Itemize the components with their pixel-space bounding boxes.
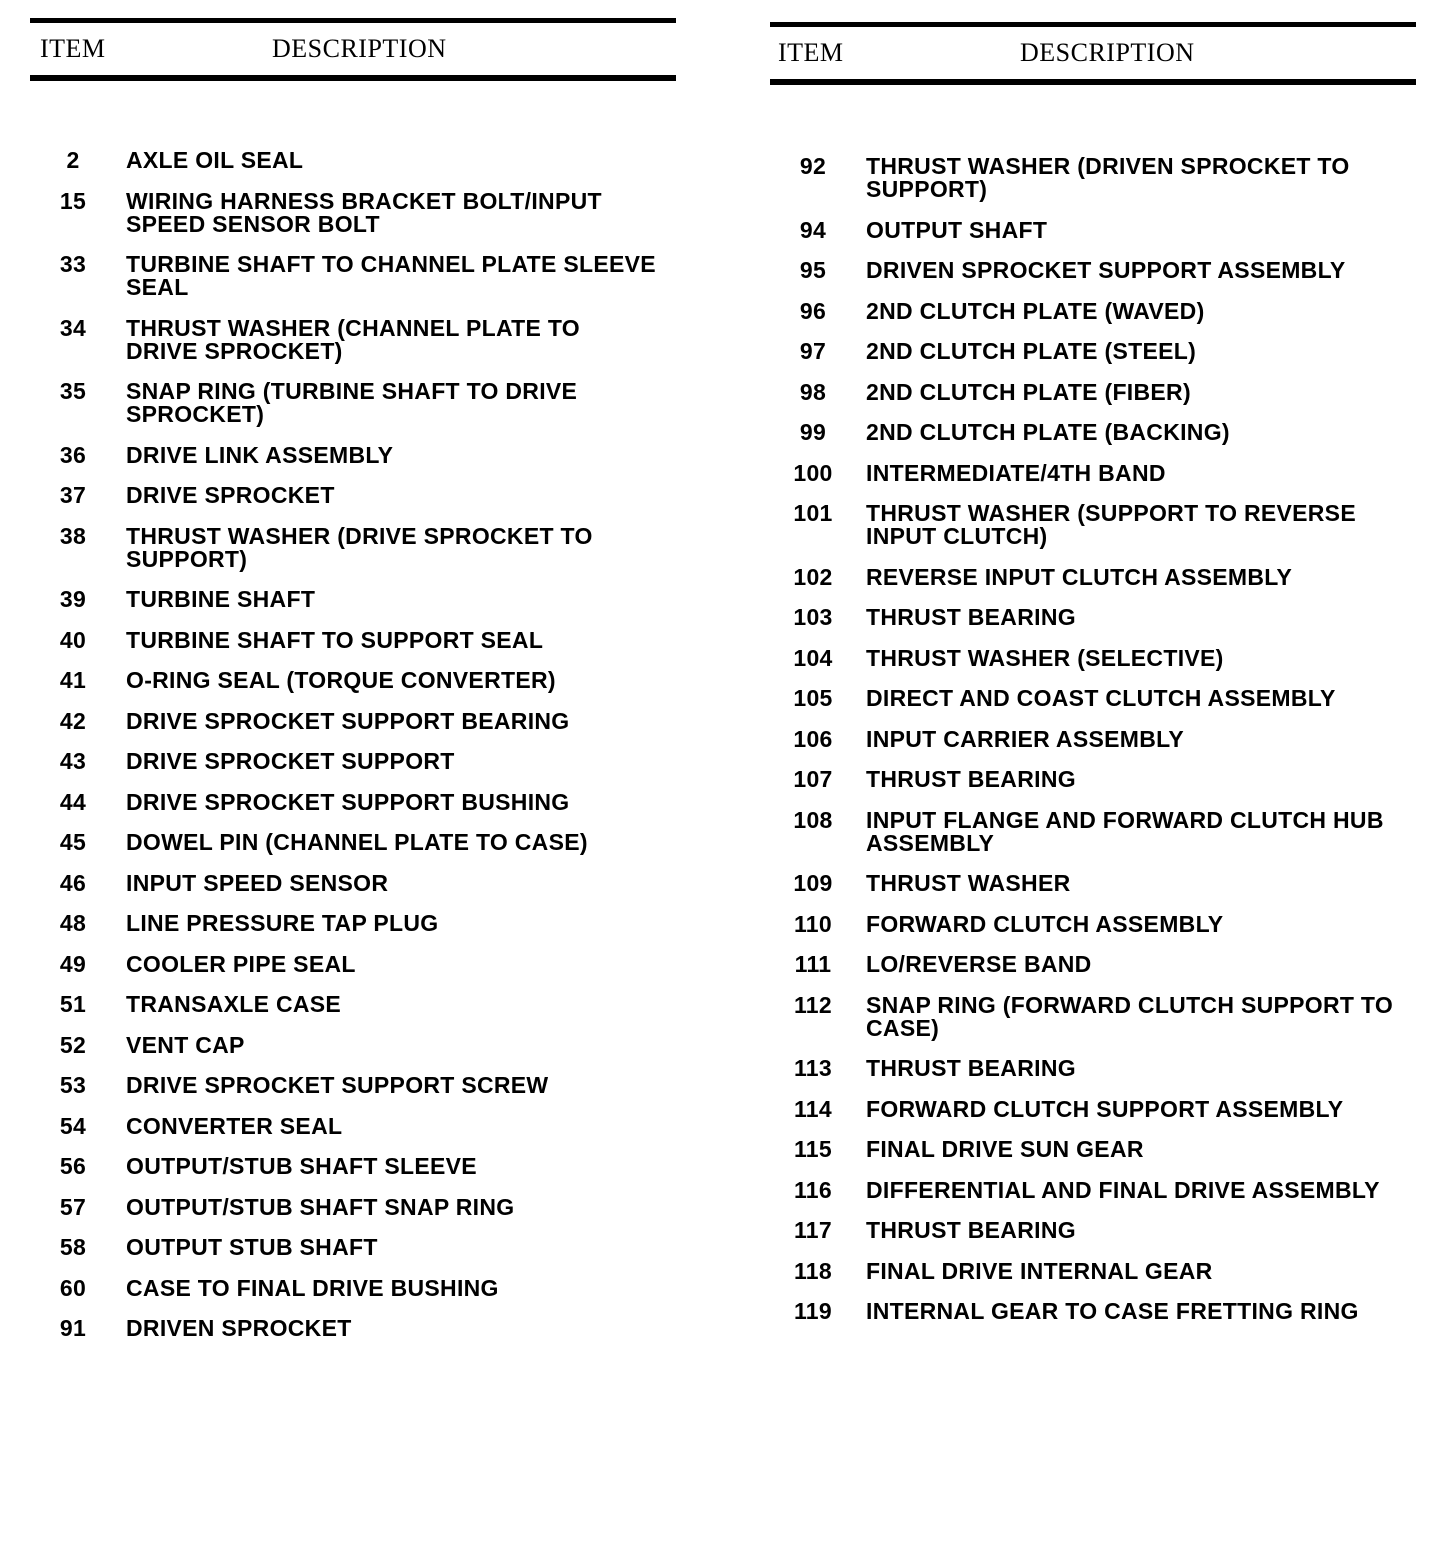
table-row [770,644,1416,671]
table-row [30,441,676,468]
table-row [30,950,676,977]
table-row [30,626,676,653]
table-row [770,991,1416,1041]
item-description: WIRING HARNESS BRACKET BOLT/INPUT SPEED SENSOR BOLT [126,187,602,237]
item-number: 41 [59,667,87,693]
table-row [770,1138,1416,1161]
item-number: 111 [794,951,832,977]
table-row [770,1257,1416,1284]
item-description: THRUST WASHER (SUPPORT TO REVERSE INPUT CLUTCH) [866,500,1356,549]
item-number: 56 [59,1153,87,1179]
table-row [30,1236,676,1259]
item-number: 42 [59,707,87,734]
item-description: CASE TO FINAL DRIVE BUSHING [126,1274,499,1301]
item-description: COOLER PIPE SEAL [126,950,356,977]
item-description: THRUST WASHER [866,870,1071,896]
table-row [770,1300,1416,1323]
item-description: DOWEL PIN (CHANNEL PLATE TO CASE) [126,829,588,855]
table-header [770,27,1416,79]
table-row [30,1274,676,1301]
item-number: 39 [59,586,87,612]
item-description: 2ND CLUTCH PLATE (BACKING) [866,419,1230,445]
item-description: DRIVE SPROCKET SUPPORT BUSHING [126,788,570,815]
parts-list-right [770,155,1416,1323]
table-row [30,380,676,426]
item-number: 92 [799,153,827,179]
item-description: CONVERTER SEAL [126,1112,343,1139]
item-description: SNAP RING (FORWARD CLUTCH SUPPORT TO CASE) [866,991,1394,1041]
table-row [770,1057,1416,1080]
table-row [30,750,676,773]
item-number: 101 [793,500,833,526]
item-description: THRUST WASHER (CHANNEL PLATE TO DRIVE SPROCKET) [126,314,580,364]
table-row [770,297,1416,324]
item-description: THRUST WASHER (SELECTIVE) [866,644,1224,671]
table-row [30,1074,676,1097]
table-row [30,869,676,896]
item-description: DRIVE SPROCKET SUPPORT SCREW [126,1072,549,1098]
item-description: OUTPUT SHAFT [866,216,1048,243]
table-row [770,1095,1416,1122]
item-description: AXLE OIL SEAL [126,147,304,173]
table-row [770,459,1416,486]
item-number: 2 [66,147,80,173]
item-description: LO/REVERSE BAND [866,951,1092,977]
item-description: FINAL DRIVE SUN GEAR [866,1136,1144,1162]
table-row [30,1317,676,1340]
item-number: 34 [59,314,87,341]
table-row [770,340,1416,363]
item-description: DRIVE SPROCKET SUPPORT [126,748,455,774]
table-row [30,912,676,935]
item-number: 107 [793,766,833,792]
item-description: OUTPUT STUB SHAFT [126,1234,378,1260]
item-description: THRUST WASHER (DRIVE SPROCKET TO SUPPORT) [126,522,593,572]
item-description: FORWARD CLUTCH SUPPORT ASSEMBLY [866,1095,1344,1122]
item-description: THRUST WASHER (DRIVEN SPROCKET TO SUPPORT) [866,153,1350,202]
table-row [770,806,1416,856]
item-number: 116 [793,1176,832,1203]
item-number: 54 [59,1112,87,1139]
table-row [30,1193,676,1220]
item-number: 45 [59,829,87,855]
header-rule [770,79,1416,85]
item-description: 2ND CLUTCH PLATE (STEEL) [866,338,1197,364]
item-number: 119 [793,1298,832,1324]
table-row [770,502,1416,548]
item-description: TURBINE SHAFT [126,586,316,612]
header-rule [30,75,676,81]
table-row [30,484,676,507]
item-description: THRUST BEARING [866,604,1076,630]
table-row [770,259,1416,282]
table-row [770,1176,1416,1203]
table-row [770,155,1416,201]
item-number: 115 [793,1136,832,1162]
item-number: 36 [59,441,87,468]
description-column-header: DESCRIPTION [272,34,447,63]
table-row [30,831,676,854]
item-number: 105 [793,685,833,711]
item-description: 2ND CLUTCH PLATE (FIBER) [866,378,1191,405]
item-number: 100 [793,459,833,486]
item-number: 51 [59,991,87,1017]
item-number: 52 [59,1031,87,1058]
table-row [30,187,676,237]
table-row [30,1112,676,1139]
item-description: TURBINE SHAFT TO SUPPORT SEAL [126,626,544,653]
item-number: 37 [59,482,87,508]
item-description: DRIVE LINK ASSEMBLY [126,441,394,468]
item-number: 33 [59,251,87,277]
item-number: 113 [793,1055,832,1081]
item-number: 118 [793,1257,832,1284]
item-description: INPUT FLANGE AND FORWARD CLUTCH HUB ASSEMBLY [866,806,1384,856]
item-number: 44 [59,788,87,815]
item-number: 58 [59,1234,87,1260]
table-row [770,1219,1416,1242]
item-number: 57 [59,1193,87,1220]
item-number: 49 [59,950,87,977]
table-row [770,216,1416,243]
table-row [770,872,1416,895]
table-row [30,149,676,172]
table-row [30,1031,676,1058]
item-description: OUTPUT/STUB SHAFT SLEEVE [126,1153,477,1179]
item-number: 91 [59,1315,87,1341]
item-number: 35 [59,378,87,404]
item-description: DRIVE SPROCKET SUPPORT BEARING [126,707,570,734]
item-description: DRIVEN SPROCKET SUPPORT ASSEMBLY [866,257,1346,283]
item-number: 112 [793,991,832,1018]
item-description: THRUST BEARING [866,766,1076,792]
table-row [30,993,676,1016]
item-number: 98 [799,378,827,405]
table-row [770,953,1416,976]
item-description: SNAP RING (TURBINE SHAFT TO DRIVE SPROCKET) [126,378,578,427]
item-description: LINE PRESSURE TAP PLUG [126,910,439,936]
item-number: 43 [59,748,87,774]
table-row [30,707,676,734]
item-description: OUTPUT/STUB SHAFT SNAP RING [126,1193,515,1220]
item-description: TURBINE SHAFT TO CHANNEL PLATE SLEEVE SEAL [126,251,656,300]
item-description: THRUST BEARING [866,1217,1076,1243]
parts-table-right [770,22,1416,1341]
table-row [30,669,676,692]
table-row [770,725,1416,752]
table-row [30,1155,676,1178]
item-description: TRANSAXLE CASE [126,991,342,1017]
item-number: 99 [799,419,827,445]
item-description: INTERMEDIATE/4TH BAND [866,459,1166,486]
item-description: VENT CAP [126,1031,245,1058]
item-number: 109 [793,870,833,896]
table-row [770,421,1416,444]
item-description: INTERNAL GEAR TO CASE FRETTING RING [866,1298,1359,1324]
item-description: O-RING SEAL (TORQUE CONVERTER) [126,667,556,693]
table-row [30,788,676,815]
item-number: 110 [793,910,832,937]
item-column-header: ITEM [778,38,844,67]
item-number: 103 [793,604,833,630]
item-number: 48 [59,910,87,936]
item-number: 106 [793,725,833,752]
table-row [770,563,1416,590]
parts-table-left [30,18,676,1358]
table-row [770,910,1416,937]
table-row [30,253,676,299]
item-number: 96 [799,297,827,324]
table-row [30,522,676,572]
table-row [770,606,1416,629]
item-number: 94 [799,216,827,243]
item-description: FORWARD CLUTCH ASSEMBLY [866,910,1224,937]
item-description: DIRECT AND COAST CLUTCH ASSEMBLY [866,685,1336,711]
description-column-header: DESCRIPTION [1020,38,1195,67]
table-row [770,687,1416,710]
item-number: 104 [793,644,833,671]
item-description: REVERSE INPUT CLUTCH ASSEMBLY [866,563,1293,590]
item-number: 38 [59,522,87,549]
item-number: 114 [793,1095,832,1122]
table-header [30,23,676,75]
parts-list-left [30,149,676,1340]
item-column-header: ITEM [40,34,106,63]
item-number: 15 [59,187,87,214]
item-number: 117 [793,1217,832,1243]
table-row [770,378,1416,405]
item-description: THRUST BEARING [866,1055,1076,1081]
item-description: INPUT SPEED SENSOR [126,869,389,896]
item-number: 95 [799,257,827,283]
table-row [30,314,676,364]
item-description: DRIVE SPROCKET [126,482,335,508]
item-number: 53 [59,1072,87,1098]
item-description: DIFFERENTIAL AND FINAL DRIVE ASSEMBLY [866,1176,1380,1203]
table-row [30,588,676,611]
item-number: 60 [59,1274,87,1301]
table-row [770,768,1416,791]
item-number: 108 [793,806,833,833]
item-number: 40 [59,626,87,653]
item-number: 102 [793,563,833,590]
item-description: DRIVEN SPROCKET [126,1315,352,1341]
item-number: 46 [59,869,87,896]
item-number: 97 [799,338,827,364]
item-description: 2ND CLUTCH PLATE (WAVED) [866,297,1205,324]
item-description: INPUT CARRIER ASSEMBLY [866,725,1184,752]
item-description: FINAL DRIVE INTERNAL GEAR [866,1257,1213,1284]
